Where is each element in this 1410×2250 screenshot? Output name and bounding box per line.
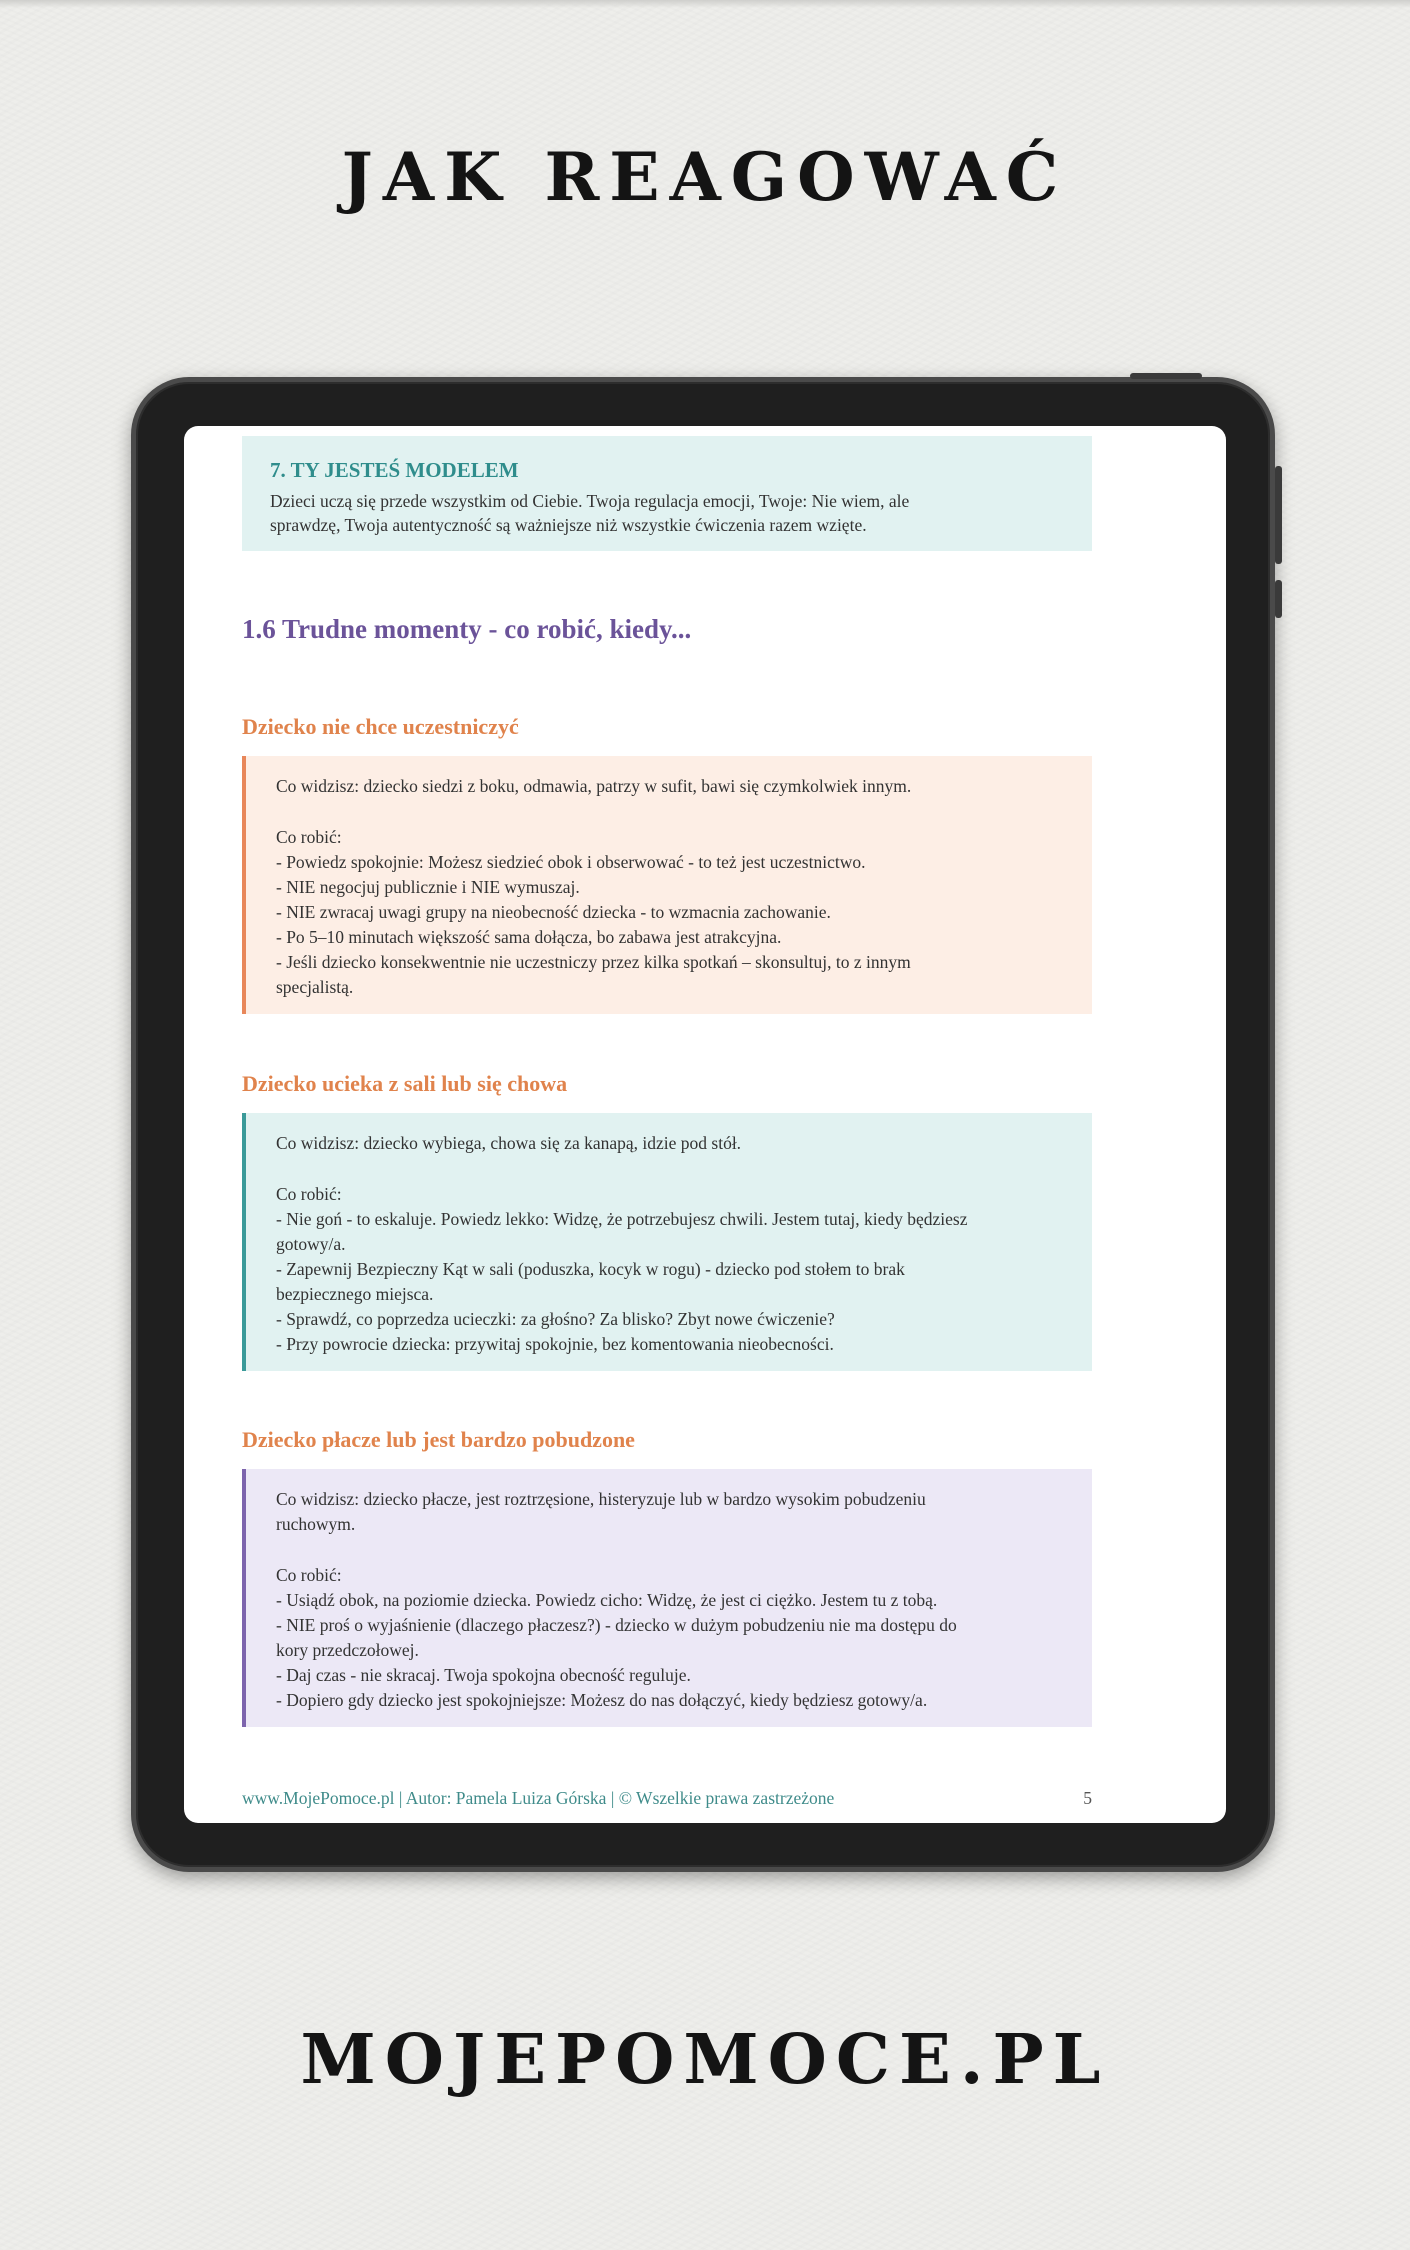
case-do-line: - Powiedz spokojnie: Możesz siedzieć obok i obserwować - to też jest uczestnictwo. (276, 852, 866, 872)
case-do-line: gotowy/a. (276, 1234, 346, 1254)
brand-title: MOJEPOMOCE.PL (300, 2020, 1110, 2100)
footer-text: www.MojePomoce.pl | Autor: Pamela Luiza Górska | © Wszelkie prawa zastrzeżone (242, 1788, 835, 1808)
case-box-orange (242, 756, 1092, 1014)
case-do-line: bezpiecznego miejsca. (276, 1284, 434, 1304)
case-do-line: - NIE proś o wyjaśnienie (dlaczego płaczesz?) - dziecko w dużym pobudzeniu nie ma dostępu do (276, 1615, 957, 1635)
case-do-line: Co robić: (276, 1565, 342, 1585)
case-title: Dziecko ucieka z sali lub się chowa (242, 1071, 568, 1096)
case-do-line: kory przedczołowej. (276, 1640, 419, 1660)
case-do-line: - Usiądź obok, na poziomie dziecka. Powiedz cicho: Widzę, że jest ci ciężko. Jestem tu z tobą. (276, 1590, 938, 1610)
case-do-line: - Zapewnij Bezpieczny Kąt w sali (poduszka, kocyk w rogu) - dziecko pod stołem to brak (276, 1259, 905, 1279)
tablet-volume-button (1275, 466, 1282, 564)
case-see-line: Co widzisz: dziecko płacze, jest roztrzęsione, histeryzuje lub w bardzo wysokim pobudzeniu (276, 1489, 926, 1509)
page-title: JAK REAGOWAĆ (341, 138, 1069, 216)
case-do-line: Co robić: (276, 1184, 342, 1204)
case-see-line: ruchowym. (276, 1514, 356, 1534)
model-callout-heading: 7. TY JESTEŚ MODELEM (270, 458, 519, 482)
case-do-line: - NIE zwracaj uwagi grupy na nieobecność dziecka - to wzmacnia zachowanie. (276, 902, 831, 922)
case-see-line: Co widzisz: dziecko siedzi z boku, odmawia, patrzy w sufit, bawi się czymkolwiek innym. (276, 776, 912, 796)
case-see-line: Co widzisz: dziecko wybiega, chowa się za kanapą, idzie pod stół. (276, 1133, 742, 1153)
tablet-side-button (1275, 580, 1282, 618)
tablet-top-button (1130, 373, 1202, 379)
paper-top-edge (0, 0, 1410, 8)
case-box-teal (242, 1113, 1092, 1371)
case-do-line: - Przy powrocie dziecka: przywitaj spokojnie, bez komentowania nieobecności. (276, 1334, 834, 1354)
case-do-line: - Dopiero gdy dziecko jest spokojniejsze: Możesz do nas dołączyć, kiedy będziesz gotowy/a. (276, 1690, 928, 1710)
case-do-line: - Po 5–10 minutach większość sama dołącza, bo zabawa jest atrakcyjna. (276, 927, 782, 947)
page-number: 5 (1083, 1788, 1092, 1808)
case-do-line: Co robić: (276, 827, 342, 847)
case-do-line: - Jeśli dziecko konsekwentnie nie uczestniczy przez kilka spotkań – skonsultuj, to z innym (276, 952, 911, 972)
case-do-line: specjalistą. (276, 977, 354, 997)
section-title: 1.6 Trudne momenty - co robić, kiedy... (242, 614, 692, 644)
case-do-line: - NIE negocjuj publicznie i NIE wymuszaj. (276, 877, 580, 897)
case-do-line: - Sprawdź, co poprzedza ucieczki: za głośno? Za blisko? Zbyt nowe ćwiczenie? (276, 1309, 835, 1329)
model-callout (242, 436, 1092, 551)
case-title: Dziecko nie chce uczestniczyć (242, 714, 519, 739)
model-callout-line: sprawdzę, Twoja autentyczność są ważniejsze niż wszystkie ćwiczenia razem wzięte. (270, 515, 867, 535)
tablet-screen (184, 426, 1226, 1823)
document-footer (242, 1788, 1092, 1809)
case-do-line: - Nie goń - to eskaluje. Powiedz lekko: Widzę, że potrzebujesz chwili. Jestem tutaj, kiedy będziesz (276, 1209, 968, 1229)
case-do-line: - Daj czas - nie skracaj. Twoja spokojna obecność reguluje. (276, 1665, 691, 1685)
model-callout-line: Dzieci uczą się przede wszystkim od Ciebie. Twoja regulacja emocji, Twoje: Nie wiem, ale (270, 491, 910, 511)
case-box-lilac (242, 1469, 1092, 1727)
case-title: Dziecko płacze lub jest bardzo pobudzone (242, 1427, 635, 1452)
